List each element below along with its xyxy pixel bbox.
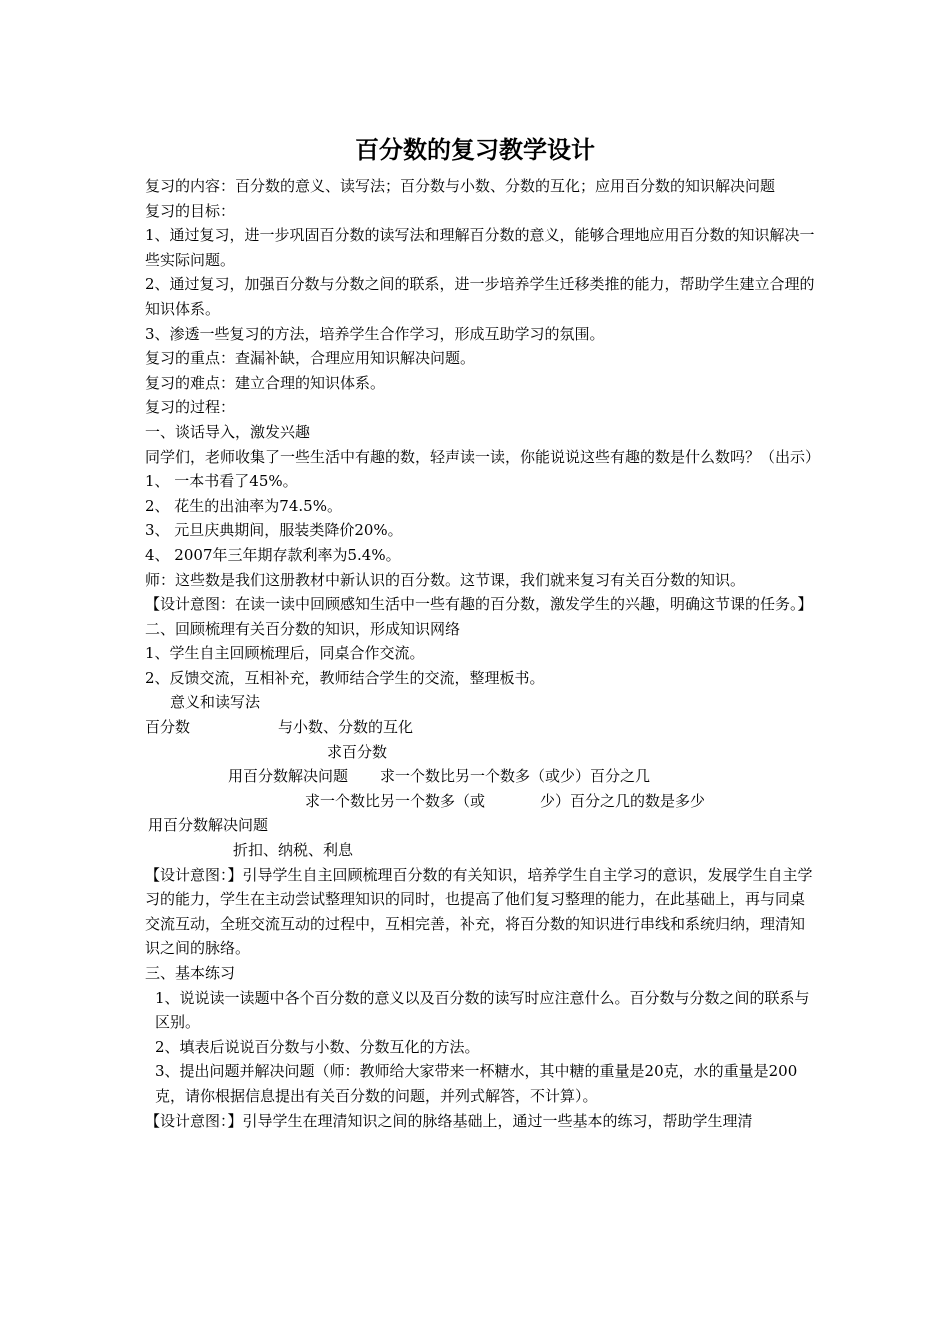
design-intent-2: 【设计意图：】引导学生自主回顾梳理百分数的有关知识，培养学生自主学习的意识，发展学生自主学习的能力，学生在主动尝试整理知识的同时，也提高了他们复习整理的能力，在此基础上，再与同桌交流互动，全班交流互动的过程中，互相完善，补充，将百分数的知识进行串线和系统归纳，理清知识之间的脉络。: [145, 865, 813, 958]
board-row-3: [145, 740, 815, 765]
section-heading-1: 一、谈话导入，激发兴趣: [145, 422, 311, 441]
board-row-1: [145, 690, 815, 715]
board-apply-2: 用百分数解决问题: [148, 816, 269, 835]
board-find-percent: 求百分数: [327, 742, 388, 761]
step-2: 2、反馈交流，互相补充，教师结合学生的交流，整理板书。: [145, 668, 545, 687]
board-row-6: [145, 813, 815, 838]
example-4: 4、 2007年三年期存款利率为5.4%。: [145, 545, 401, 564]
board-more-less: 求一个数比另一个数多（或少）百分之几: [380, 767, 651, 786]
board-discount: 折扣、纳税、利息: [233, 841, 354, 860]
board-row-2: [145, 715, 815, 740]
paragraph-goal-2: 2、通过复习，加强百分数与分数之间的联系，进一步培养学生迁移类推的能力，帮助学生建立合理的知识体系。: [145, 275, 815, 318]
board-meaning: 意义和读写法: [170, 693, 261, 712]
board-more-less-number-a: 求一个数比另一个数多（或: [305, 791, 486, 810]
example-2: 2、 花生的出油率为74.5%。: [145, 496, 342, 515]
paragraph-intro: 同学们，老师收集了一些生活中有趣的数，轻声读一读，你能说说这些有趣的数是什么数吗？（出示）: [145, 447, 821, 466]
board-percent: 百分数: [145, 718, 191, 737]
paragraph-content: 复习的内容：百分数的意义、读写法；百分数与小数、分数的互化；应用百分数的知识解决问题: [145, 177, 776, 195]
section-heading-2: 二、回顾梳理有关百分数的知识，形成知识网络: [145, 619, 461, 638]
example-1: 1、 一本书看了45%。: [145, 472, 298, 491]
example-3: 3、 元旦庆典期间，服装类降价20%。: [145, 521, 403, 540]
paragraph-goal-1: 1、通过复习，进一步巩固百分数的读写法和理解百分数的意义，能够合理地应用百分数的知识解决一些实际问题。: [145, 226, 815, 269]
board-row-4: [145, 764, 815, 789]
paragraph-goal-heading: 复习的目标：: [145, 201, 236, 220]
paragraph-key-point: 复习的重点：查漏补缺，合理应用知识解决问题。: [145, 349, 476, 368]
document-body: [145, 174, 821, 1133]
practice-2: 2、填表后说说百分数与小数、分数互化的方法。: [155, 1037, 480, 1056]
document-title: 百分数的复习教学设计: [355, 136, 595, 164]
board-more-less-number-b: 少）百分之几的数是多少: [540, 791, 706, 810]
design-intent-1: 【设计意图：在读一读中回顾感知生活中一些有趣的百分数，激发学生的兴趣，明确这节课的任务。】: [145, 595, 813, 614]
practice-1: 1、说说读一读题中各个百分数的意义以及百分数的读写时应注意什么。百分数与分数之间的联系与区别。: [155, 988, 810, 1032]
step-1: 1、学生自主回顾梳理后，同桌合作交流。: [145, 644, 425, 663]
board-row-7: [145, 838, 815, 863]
design-intent-3: 【设计意图：】引导学生在理清知识之间的脉络基础上，通过一些基本的练习，帮助学生理清: [145, 1111, 753, 1130]
practice-3: 3、提出问题并解决问题（师：教师给大家带来一杯糖水，其中糖的重量是20克，水的重量是200克，请你根据信息提出有关百分数的问题，并列式解答，不计算）。: [155, 1062, 798, 1105]
paragraph-goal-3: 3、渗透一些复习的方法，培养学生合作学习，形成互助学习的氛围。: [145, 324, 605, 343]
board-convert: 与小数、分数的互化: [278, 718, 414, 737]
board-apply-1: 用百分数解决问题: [228, 767, 349, 786]
board-row-5: [145, 789, 815, 814]
paragraph-difficulty: 复习的难点：建立合理的知识体系。: [145, 373, 386, 392]
section-heading-3: 三、基本练习: [145, 964, 236, 982]
paragraph-process: 复习的过程：: [145, 398, 236, 417]
paragraph-teacher: 师：这些数是我们这册教材中新认识的百分数。这节课，我们就来复习有关百分数的知识。: [145, 570, 746, 589]
